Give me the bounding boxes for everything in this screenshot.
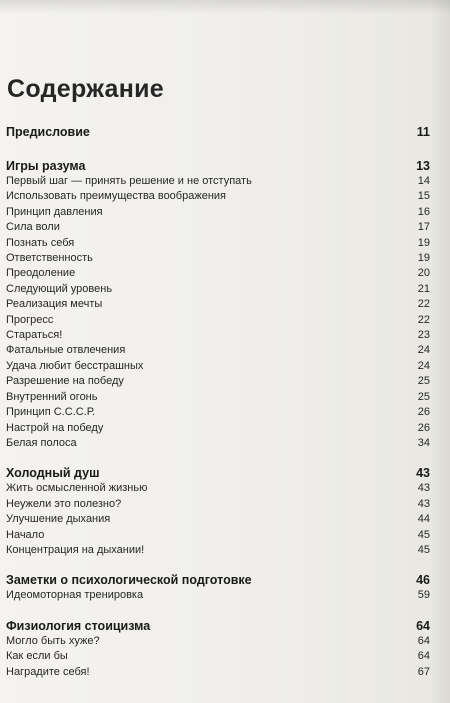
toc-entry (6, 512, 430, 527)
entry-label: Принцип С.С.С.Р. (6, 406, 96, 419)
entry-page-number: 20 (417, 267, 430, 280)
entry-page-number: 45 (417, 543, 430, 556)
toc-entry (6, 497, 430, 512)
toc-entry (6, 421, 430, 436)
toc-entry (6, 313, 430, 328)
entry-page-number: 59 (417, 589, 430, 602)
section-page-number: 13 (416, 159, 430, 173)
entry-page-number: 25 (417, 390, 430, 403)
entry-label: Неужели это полезно? (6, 497, 122, 510)
entry-label: Фатальные отвлечения (6, 344, 126, 357)
entry-label: Прогресс (6, 313, 54, 326)
toc-entry (6, 436, 430, 451)
section-title: Физиология стоицизма (6, 618, 151, 633)
toc-entry (6, 282, 430, 297)
entry-label: Следующий уровень (6, 282, 113, 295)
section-title: Игры разума (6, 159, 86, 173)
toc-entry (6, 374, 430, 389)
section-title: Холодный душ (6, 466, 100, 481)
toc-entry (6, 543, 430, 558)
entry-page-number: 19 (417, 252, 430, 265)
entry-page-number: 26 (417, 421, 430, 434)
entry-label: Разрешение на победу (6, 375, 124, 388)
page-right-edge (430, 0, 450, 703)
toc-entry (6, 390, 430, 405)
toc-section-heading (6, 158, 430, 174)
entry-label: Могло быть хуже? (6, 634, 100, 647)
entry-label: Идеомоторная тренировка (6, 589, 144, 602)
entry-page-number: 44 (417, 513, 430, 526)
section-page-number: 64 (416, 618, 430, 633)
entry-page-number: 24 (417, 344, 430, 357)
entry-page-number: 22 (417, 298, 430, 311)
toc-entry (6, 634, 430, 649)
toc-section-heading (6, 124, 430, 140)
entry-label: Ответственность (6, 252, 93, 265)
entry-page-number: 22 (417, 313, 430, 326)
entry-page-number: 45 (417, 528, 430, 541)
section-page-number: 46 (416, 573, 430, 588)
entry-label: Настрой на победу (6, 421, 104, 434)
section-title: Предисловие (6, 125, 90, 139)
entry-label: Преодоление (6, 267, 76, 280)
toc-section (6, 572, 430, 603)
toc-section-heading (6, 465, 430, 481)
entry-page-number: 14 (417, 175, 430, 187)
toc-entry (6, 528, 430, 543)
entry-page-number: 43 (417, 482, 430, 495)
entry-page-number: 15 (417, 190, 430, 203)
toc-entry (6, 481, 430, 496)
entry-page-number: 17 (417, 221, 430, 234)
entry-page-number: 64 (417, 650, 430, 663)
toc-entry (6, 174, 430, 189)
toc-section (6, 618, 430, 680)
toc-section (6, 124, 430, 140)
entry-label: Концентрация на дыхании! (6, 543, 145, 556)
entry-label: Познать себя (6, 236, 75, 249)
toc-entry (6, 205, 430, 220)
toc-entry (6, 649, 430, 664)
toc-entry (6, 665, 430, 680)
entry-page-number: 64 (417, 634, 430, 647)
toc-entry (6, 251, 430, 266)
entry-page-number: 67 (417, 665, 430, 678)
section-page-number: 43 (416, 466, 430, 481)
page-title: Содержание (7, 74, 165, 103)
section-page-number: 11 (416, 125, 430, 139)
entry-label: Сила воли (6, 221, 60, 234)
entry-label: Стараться! (6, 329, 63, 342)
entry-label: Жить осмысленной жизнью (6, 482, 148, 495)
entry-page-number: 25 (417, 375, 430, 388)
entry-label: Использовать преимущества воображения (6, 190, 226, 203)
toc-entry (6, 189, 430, 204)
toc-section (6, 465, 430, 558)
entry-page-number: 26 (417, 406, 430, 419)
entry-label: Внутренний огонь (6, 390, 98, 403)
page-top-shadow (0, 0, 450, 14)
toc-entry (6, 359, 430, 374)
entry-page-number: 21 (417, 282, 430, 295)
entry-label: Первый шаг — принять решение и не отступать (6, 175, 252, 187)
toc-section-heading (6, 618, 430, 634)
table-of-contents (6, 124, 430, 694)
toc-entry (6, 236, 430, 251)
toc-entry (6, 297, 430, 312)
toc-entry (6, 266, 430, 281)
entry-page-number: 16 (417, 205, 430, 218)
entry-label: Удача любит бесстрашных (6, 359, 144, 372)
toc-entry (6, 328, 430, 343)
entry-label: Реализация мечты (6, 298, 103, 311)
entry-page-number: 19 (417, 236, 430, 249)
toc-entry (6, 343, 430, 358)
toc-section-heading (6, 572, 430, 588)
entry-label: Белая полоса (6, 436, 77, 449)
toc-entry (6, 220, 430, 235)
toc-entry (6, 405, 430, 420)
entry-label: Наградите себя! (6, 665, 90, 678)
entry-label: Начало (6, 528, 45, 541)
section-title: Заметки о психологической подготовке (6, 573, 252, 588)
entry-label: Принцип давления (6, 205, 103, 218)
entry-label: Как если бы (6, 650, 68, 663)
entry-label: Улучшение дыхания (6, 513, 111, 526)
toc-section (6, 158, 430, 451)
toc-entry (6, 588, 430, 603)
entry-page-number: 23 (417, 329, 430, 342)
entry-page-number: 34 (417, 436, 430, 449)
entry-page-number: 43 (417, 497, 430, 510)
entry-page-number: 24 (417, 359, 430, 372)
